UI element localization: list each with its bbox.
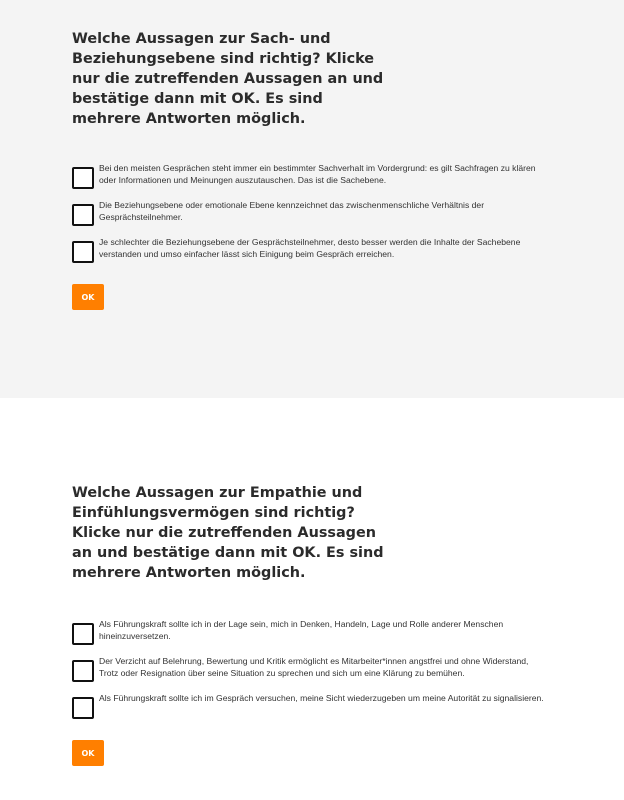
- answer-option[interactable]: [72, 618, 552, 655]
- answer-option[interactable]: [72, 199, 552, 236]
- answer-options: [72, 618, 552, 729]
- checkbox[interactable]: [72, 623, 94, 645]
- ok-button[interactable]: OK: [72, 740, 104, 766]
- answer-options: [72, 162, 552, 273]
- answer-text: Als Führungskraft sollte ich im Gespräch versuchen, meine Sicht wiederzugeben um meine Autorität zu signalisieren.: [99, 693, 544, 703]
- checkbox[interactable]: [72, 241, 94, 263]
- answer-text: Die Beziehungsebene oder emotionale Ebene kennzeichnet das zwischenmenschliche Verhältnis der Gesprächsteilnehmer.: [99, 200, 485, 222]
- answer-text: Je schlechter die Beziehungsebene der Gesprächsteilnehmer, desto besser werden die Inhalte der Sachebene verstanden und umso einfacher lässt sich Einigung beim Gespräch erreichen.: [99, 237, 521, 259]
- checkbox[interactable]: [72, 167, 94, 189]
- quiz-section-sach-beziehung: [0, 0, 624, 398]
- answer-option[interactable]: [72, 692, 552, 729]
- checkbox[interactable]: [72, 660, 94, 682]
- checkbox[interactable]: [72, 204, 94, 226]
- answer-text: Der Verzicht auf Belehrung, Bewertung und Kritik ermöglicht es Mitarbeiter*innen angstfrei und ohne Widerstand, Trotz oder Resignation über seine Situation zu sprechen und sich um eine Klärung zu bemühen.: [99, 656, 529, 678]
- answer-text: Als Führungskraft sollte ich in der Lage sein, mich in Denken, Handeln, Lage und Rolle anderer Menschen hineinzuversetzen.: [99, 619, 504, 641]
- answer-option[interactable]: [72, 655, 552, 692]
- answer-option[interactable]: [72, 162, 552, 199]
- question-title: Welche Aussagen zur Sach- und Beziehungsebene sind richtig? Klicke nur die zutreffenden Aussagen an und bestätige dann mit OK. Es sind mehrere Antworten möglich.: [72, 31, 384, 127]
- quiz-section-empathie: [0, 398, 624, 800]
- answer-text: Bei den meisten Gesprächen steht immer ein bestimmter Sachverhalt im Vordergrund: es gilt Sachfragen zu klären oder Informationen und Meinungen auszutauschen. Das ist die Sachebene.: [99, 163, 536, 185]
- question-title: Welche Aussagen zur Empathie und Einfühlungsvermögen sind richtig? Klicke nur die zutreffenden Aussagen an und bestätige dann mit OK. Es sind mehrere Antworten möglich.: [72, 485, 384, 581]
- checkbox[interactable]: [72, 697, 94, 719]
- answer-option[interactable]: [72, 236, 552, 273]
- ok-button[interactable]: OK: [72, 284, 104, 310]
